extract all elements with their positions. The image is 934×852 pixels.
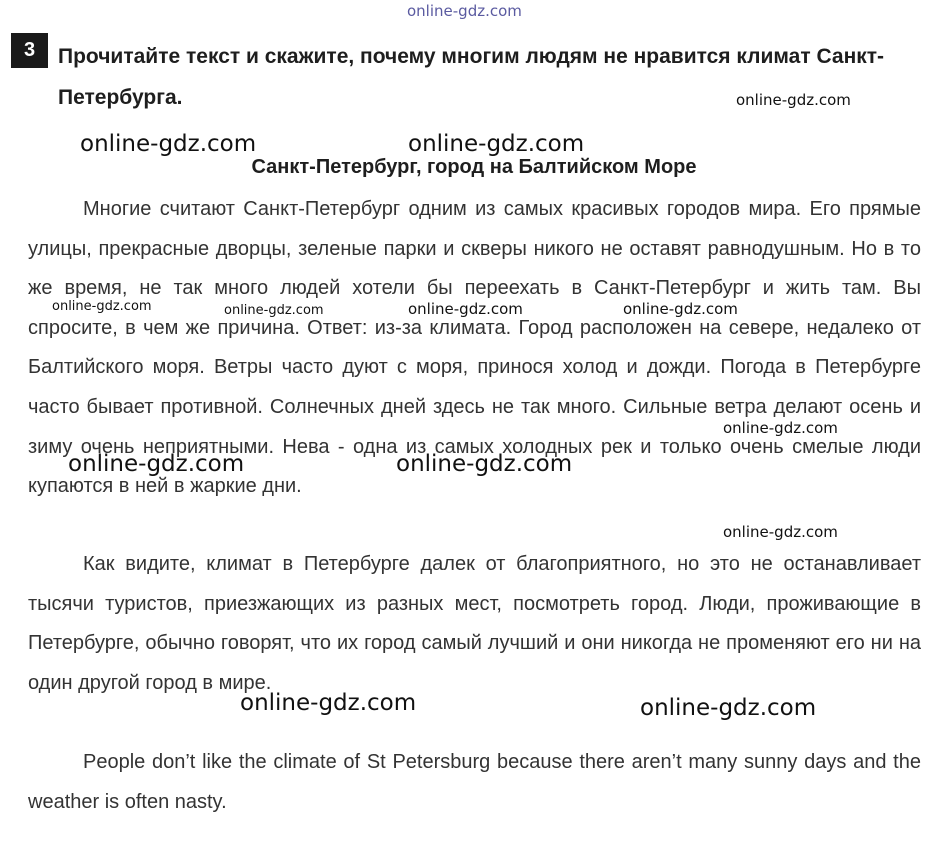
article-paragraph: Как видите, климат в Петербурге далек от благоприятного, но это не останавливает тысячи туристов, приезжающих из разных мест, посмотреть город. Люди, проживающие в Петербурге, обычно говорят, что их город самый лучший и они никогда не променяют его ни на один другой город в мире. [28,553,921,694]
task-instruction: Прочитайте текст и скажите, почему многим людям не нравится климат Санкт-Петербурга. [58,45,885,109]
task-number-badge: 3 [11,33,48,68]
watermark: online-gdz.com [736,91,851,109]
watermark: online-gdz.com [396,451,573,477]
watermark: online-gdz.com [408,131,585,157]
article-title: Санкт-Петербург, город на Балтийском Море [251,156,697,178]
watermark: online-gdz.com [623,300,738,318]
watermark: online-gdz.com [723,523,838,541]
watermark: online-gdz.com [723,419,838,437]
article-paragraph: Многие считают Санкт-Петербург одним из самых красивых городов мира. Его прямые улицы, прекрасные дворцы, зеленые парки и скверы никого не оставят равнодушным. Но в то же время, не так много людей хотели бы переехать в Санкт-Петербург и жить там. Вы спросите, в чем же причина. Ответ: из-за климата. Город расположен на севере, недалеко от Балтийского моря. Ветры часто дуют с моря, принося холод и дожди. Погода в Петербурге часто бывает противной. Солнечных дней здесь не так много. Сильные ветра делают осень и зиму очень неприятными. Нева - одна из самых холодных рек и только очень смелые люди купаются в ней в жаркие дни. [28,198,921,498]
watermark: online-gdz.com [68,451,245,477]
watermark: online-gdz.com [640,695,817,721]
watermark: online-gdz.com [224,303,324,318]
watermark: online-gdz.com [407,2,522,20]
answer-text: People don’t like the climate of St Petersburg because there aren’t many sunny days and the weather is often nasty. [28,751,921,813]
watermark: online-gdz.com [240,690,417,716]
watermark: online-gdz.com [80,131,257,157]
watermark: online-gdz.com [52,299,152,314]
watermark: online-gdz.com [408,300,523,318]
